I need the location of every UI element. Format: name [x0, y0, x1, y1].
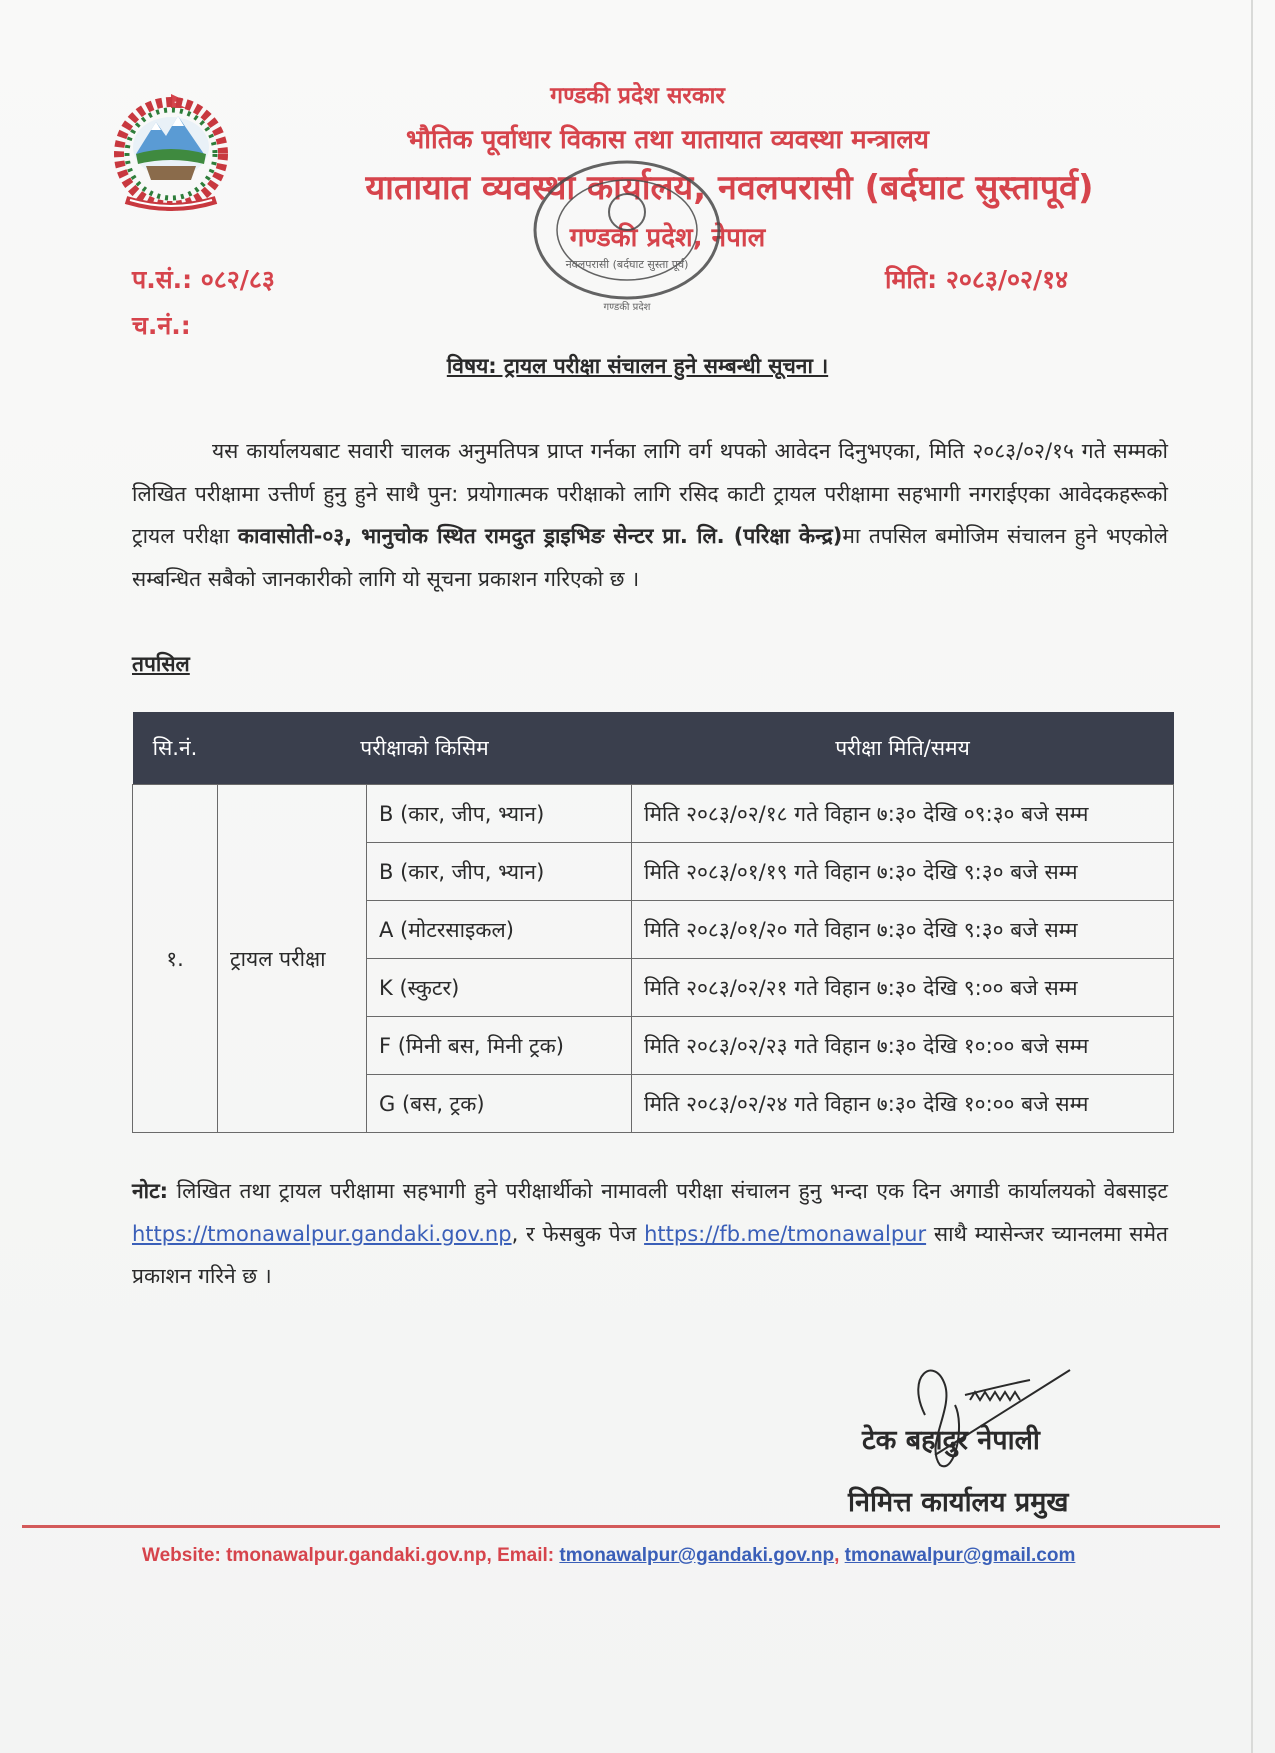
exam-schedule: मिति २०८३/०२/२१ गते विहान ७:३० देखि ९:०० बजे सम्म [632, 959, 1174, 1017]
exam-schedule: मिति २०८३/०२/१८ गते विहान ७:३० देखि ०९:३० बजे सम्म [632, 785, 1174, 843]
stamp-subtext: गण्डकी प्रदेश [603, 302, 651, 313]
website-link[interactable]: https://tmonawalpur.gandaki.gov.np [132, 1221, 512, 1246]
signatory-title: निमित्त कार्यालय प्रमुख [848, 1487, 1069, 1518]
exam-schedule: मिति २०८३/०२/२४ गते विहान ७:३० देखि १०:०० बजे सम्म [632, 1075, 1174, 1133]
letter-date: मिति: २०८३/०२/१४ [885, 265, 1069, 294]
schedule-heading: तपसिल [132, 652, 190, 676]
note-label: नोट: [132, 1179, 169, 1203]
row-exam-kind: ट्रायल परीक्षा [218, 785, 367, 1133]
footer-label: Website: tmonawalpur.gandaki.gov.np, Email: [142, 1545, 560, 1566]
body-venue: कावासोती-०३, भानुचोक स्थित रामदुत ड्राइभिङ सेन्टर प्रा. लि. (परिक्षा केन्द्र) [237, 524, 843, 548]
letterhead-government: गण्डकी प्रदेश सरकार [550, 83, 725, 109]
office-stamp-icon [520, 150, 735, 320]
stamp-text: नवलपरासी (बर्दघाट सुस्ता पूर्व) [565, 258, 689, 271]
license-category: G (बस, ट्रक) [367, 1075, 632, 1133]
exam-schedule: मिति २०८३/०१/१९ गते विहान ७:३० देखि ९:३० बजे सम्म [632, 843, 1174, 901]
notice-body [132, 430, 1168, 600]
footer-separator: , [834, 1545, 845, 1566]
subject-line [0, 352, 1275, 380]
table-header-row [133, 712, 1174, 785]
license-category: K (स्कुटर) [367, 959, 632, 1017]
letterhead-office: यातायात व्यवस्था कार्यालय, नवलपरासी (बर्दघाट सुस्तापूर्व) [365, 168, 1094, 208]
reference-number: प.सं.: ०८२/८३ [132, 265, 275, 294]
header-exam-datetime: परीक्षा मिति/समय [632, 712, 1174, 785]
header-exam-type: परीक्षाको किसिम [218, 712, 632, 785]
exam-schedule: मिति २०८३/०१/२० गते विहान ७:३० देखि ९:३० बजे सम्म [632, 901, 1174, 959]
note-text-1: लिखित तथा ट्रायल परीक्षामा सहभागी हुने परीक्षार्थीको नामावली परीक्षा संचालन हुनु भन्दा एक दिन अगाडी कार्यालयको वेबसाइट [168, 1179, 1168, 1203]
row-sn: १. [133, 785, 218, 1133]
facebook-link[interactable]: https://fb.me/tmonawalpur [644, 1221, 927, 1246]
note-text-3: साथै म्यासेन्जर च्यानलमा समेत प्रकाशन गरिने छ । [132, 1221, 1169, 1288]
note-text-2: , र फेसबुक पेज [511, 1221, 645, 1246]
license-category: A (मोटरसाइकल) [367, 901, 632, 959]
license-category: B (कार, जीप, भ्यान) [367, 785, 632, 843]
body-part-2: मा तपसिल बमोजिम संचालन हुने भएकोले सम्बन्धित सबैको जानकारीको लागि यो सूचना प्रकाशन गरिएको छ । [132, 524, 1169, 591]
letterhead-address: गण्डकी प्रदेश, नेपाल [569, 223, 766, 253]
exam-schedule: मिति २०८३/०२/२३ गते विहान ७:३० देखि १०:०० बजे सम्म [632, 1017, 1174, 1075]
footer-contact [142, 1545, 1075, 1567]
signatory-name: टेक बहादुर नेपाली [862, 1425, 1040, 1456]
body-part-1: यस कार्यालयबाट सवारी चालक अनुमतिपत्र प्राप्त गर्नका लागि वर्ग थपको आवेदन दिनुभएका, मिति २०८३/०२/१५ गते सम्मको लिखित परीक्षामा उत्तीर्ण हुनु हुने साथै पुन: प्रयोगात्मक परीक्षाको लागि रसिद काटी ट्रायल परीक्षामा सहभागी नगराईएका आवेदकहरूको ट्रायल परीक्षा [132, 439, 1168, 548]
email-link-gmail[interactable]: tmonawalpur@gmail.com [844, 1545, 1076, 1566]
letterhead-ministry: भौतिक पूर्वाधार विकास तथा यातायात व्यवस्था मन्त्रालय [406, 125, 929, 155]
trial-schedule-table [132, 712, 1174, 1133]
footer-divider [22, 1525, 1220, 1528]
email-link-gandaki[interactable]: tmonawalpur@gandaki.gov.np [559, 1545, 835, 1566]
subject-text: विषय: ट्रायल परीक्षा संचालन हुने सम्बन्धी सूचना । [446, 354, 829, 378]
page-edge [1251, 0, 1253, 1753]
table-row [133, 785, 1174, 843]
license-category: B (कार, जीप, भ्यान) [367, 843, 632, 901]
signature-mark-icon [895, 1355, 1095, 1475]
header-sn: सि.नं. [133, 712, 218, 785]
license-category: F (मिनी बस, मिनी ट्रक) [367, 1017, 632, 1075]
dispatch-number: च.नं.: [132, 311, 191, 340]
note-paragraph [132, 1170, 1168, 1298]
